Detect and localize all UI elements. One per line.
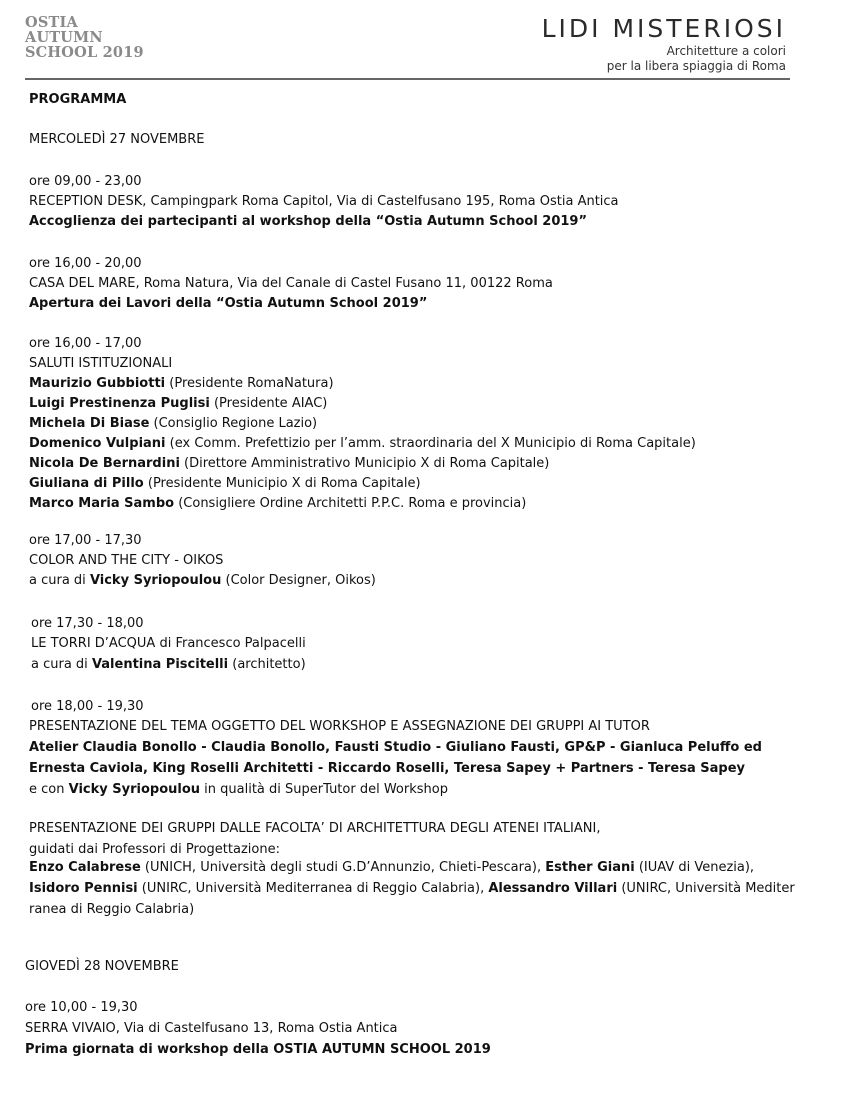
programme-line	[29, 879, 795, 899]
text: GIOVEDÌ 28 NOVEMBRE	[25, 959, 179, 974]
bold-text: Luigi Prestinenza Puglisi	[29, 396, 210, 411]
brand-subtitle-1: Architetture a colori	[666, 44, 786, 58]
text: PRESENTAZIONE DEI GRUPPI DALLE FACOLTA’ DI ARCHITETTURA DEGLI ATENEI ITALIANI,	[29, 821, 601, 836]
header-divider	[25, 78, 790, 80]
programme-line	[29, 858, 754, 878]
programme-line	[29, 192, 619, 212]
programme-line	[29, 551, 223, 571]
text: COLOR AND THE CITY - OIKOS	[29, 553, 224, 568]
programme-line	[29, 717, 650, 737]
programme-line	[29, 294, 427, 314]
programme-line	[29, 274, 553, 294]
programme-line	[31, 697, 144, 717]
bold-text: Apertura dei Lavori della “Ostia Autumn School 2019”	[29, 296, 428, 311]
programme-line	[29, 434, 696, 454]
programme-line	[25, 957, 179, 977]
programme-line	[29, 900, 194, 920]
programme-line	[25, 1040, 491, 1060]
bold-text: Accoglienza dei partecipanti al workshop della “Ostia Autumn School 2019”	[29, 214, 588, 229]
brand-block	[542, 14, 786, 74]
text: MERCOLEDÌ 27 NOVEMBRE	[29, 132, 205, 147]
programme-line	[29, 212, 587, 232]
text: ranea di Reggio Calabria)	[29, 902, 195, 917]
text: PRESENTAZIONE DEL TEMA OGGETTO DEL WORKSHOP E ASSEGNAZIONE DEI GRUPPI AI TUTOR	[29, 719, 650, 734]
text: (UNIRC, Università Mediter	[617, 881, 795, 896]
programme-line	[29, 474, 421, 494]
text: (Consiglio Regione Lazio)	[149, 416, 318, 431]
bold-text: Isidoro Pennisi	[29, 881, 138, 896]
bold-text: Marco Maria Sambo	[29, 496, 175, 511]
text: SERRA VIVAIO, Via di Castelfusano 13, Roma Ostia Antica	[25, 1021, 398, 1036]
text: LE TORRI D’ACQUA di Francesco Palpacelli	[31, 636, 306, 651]
text: SALUTI ISTITUZIONALI	[29, 356, 173, 371]
brand-title: LIDI MISTERIOSI	[541, 14, 786, 43]
programme-line	[29, 780, 448, 800]
text: (UNIRC, Università Mediterranea di Reggio Calabria),	[137, 881, 489, 896]
logo-line-3: SCHOOL 2019	[25, 44, 144, 61]
programme-line	[29, 819, 600, 839]
text: (Presidente RomaNatura)	[165, 376, 334, 391]
text: (ex Comm. Prefettizio per l’amm. straordinaria del X Municipio di Roma Capitale)	[165, 436, 696, 451]
bold-text: Domenico Vulpiani	[29, 436, 166, 451]
programme-line	[29, 531, 142, 551]
bold-text: Vicky Syriopoulou	[68, 782, 201, 797]
bold-text: Giuliana di Pillo	[29, 476, 144, 491]
text: RECEPTION DESK, Campingpark Roma Capitol, Via di Castelfusano 195, Roma Ostia Antica	[29, 194, 619, 209]
text: guidati dai Professori di Progettazione:	[29, 842, 280, 857]
programme-line	[29, 172, 142, 192]
programme-line	[29, 494, 526, 514]
programme-line	[31, 634, 306, 654]
text: (IUAV di Venezia),	[634, 860, 755, 875]
text: ore 16,00 - 20,00	[29, 256, 142, 271]
programme-line	[29, 840, 280, 860]
text: (Direttore Amministrativo Municipio X di Roma Capitale)	[179, 456, 550, 471]
bold-text: Alessandro Villari	[488, 881, 618, 896]
bold-text: Vicky Syriopoulou	[89, 573, 222, 588]
text: (Presidente Municipio X di Roma Capitale)	[143, 476, 421, 491]
programme-line	[29, 414, 317, 434]
text: e con	[29, 782, 69, 797]
text: (Consigliere Ordine Architetti P.P.C. Roma e provincia)	[174, 496, 527, 511]
text: ore 17,00 - 17,30	[29, 533, 142, 548]
logo-line-2: AUTUMN	[25, 29, 103, 46]
logo-line-1: OSTIA	[25, 14, 78, 31]
ostia-autumn-school-logo	[25, 15, 144, 60]
programme-line	[25, 1019, 398, 1039]
text: ore 17,30 - 18,00	[31, 616, 144, 631]
programme-line	[29, 571, 376, 591]
programme-line	[25, 998, 138, 1018]
bold-text: Maurizio Gubbiotti	[29, 376, 166, 391]
text: a cura di	[31, 657, 92, 672]
bold-text: Michela Di Biase	[29, 416, 150, 431]
text: (UNICH, Università degli studi G.D’Annunzio, Chieti-Pescara),	[140, 860, 546, 875]
bold-text: Atelier Claudia Bonollo - Claudia Bonollo, Fausti Studio - Giuliano Fausti, GP&P - Gianluca Peluffo ed	[29, 740, 762, 755]
bold-text: Esther Giani	[545, 860, 635, 875]
programme-line	[29, 759, 745, 779]
text: CASA DEL MARE, Roma Natura, Via del Canale di Castel Fusano 11, 00122 Roma	[29, 276, 553, 291]
bold-text: PROGRAMMA	[29, 92, 127, 107]
programme-line	[29, 454, 549, 474]
text: in qualità di SuperTutor del Workshop	[200, 782, 448, 797]
programme-line	[29, 738, 762, 758]
text: (Presidente AIAC)	[209, 396, 328, 411]
programme-line	[29, 394, 327, 414]
programme-line	[29, 374, 334, 394]
programme-line	[29, 254, 142, 274]
bold-text: Ernesta Caviola, King Roselli Architetti - Riccardo Roselli, Teresa Sapey + Partners - Teresa Sapey	[29, 761, 745, 776]
text: (Color Designer, Oikos)	[221, 573, 376, 588]
bold-text: Valentina Piscitelli	[91, 657, 229, 672]
text: a cura di	[29, 573, 90, 588]
bold-text: Enzo Calabrese	[29, 860, 141, 875]
programme-line	[29, 354, 172, 374]
text: ore 09,00 - 23,00	[29, 174, 142, 189]
brand-subtitle-2: per la libera spiaggia di Roma	[606, 59, 786, 73]
programme-line	[29, 90, 126, 110]
text: ore 10,00 - 19,30	[25, 1000, 138, 1015]
text: ore 18,00 - 19,30	[31, 699, 144, 714]
programme-line	[29, 334, 142, 354]
bold-text: Prima giornata di workshop della OSTIA AUTUMN SCHOOL 2019	[25, 1042, 491, 1057]
programme-line	[31, 655, 306, 675]
programme-line	[29, 130, 204, 150]
bold-text: Nicola De Bernardini	[29, 456, 180, 471]
programme-line	[31, 614, 144, 634]
text: ore 16,00 - 17,00	[29, 336, 142, 351]
text: (architetto)	[228, 657, 306, 672]
